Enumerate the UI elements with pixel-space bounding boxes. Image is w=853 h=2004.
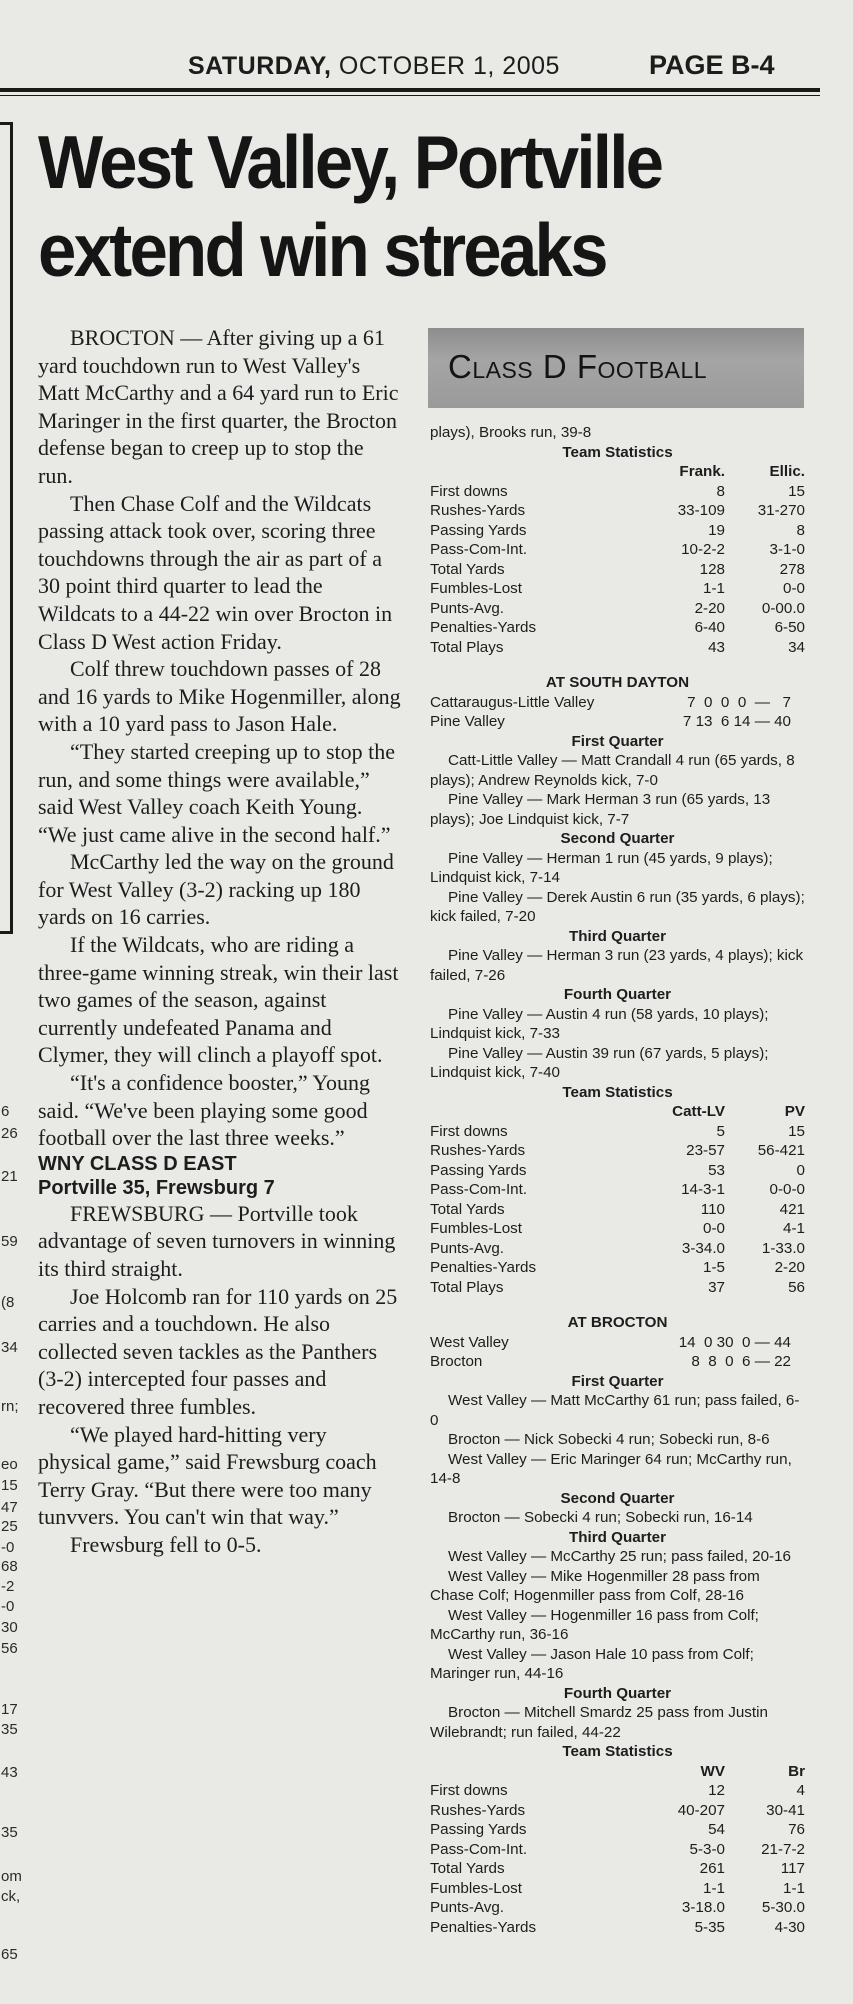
header-rule-thick: [0, 88, 820, 92]
scoring-play: Brocton — Nick Sobecki 4 run; Sobecki run, 8-6: [448, 1431, 770, 1448]
stats-row: [430, 1161, 805, 1181]
stats-row: [430, 540, 805, 560]
stat-value: 0-0: [703, 1220, 725, 1237]
stat-value: 0: [796, 1161, 805, 1179]
linescore-team: Cattaraugus-Little Valley: [430, 693, 595, 711]
stat-label: Total Plays: [430, 1278, 504, 1296]
stat-value: 2-20: [774, 1259, 805, 1276]
scoring-play: West Valley — Jason Hale 10 pass from Colf; Maringer run, 44-16: [430, 1645, 754, 1682]
linescore-scores: 14 0 30 0 — 44: [678, 1333, 791, 1351]
quarter-title: Fourth Quarter: [563, 986, 672, 1003]
article-paragraph: BROCTON — After giving up a 61 yard touchdown run to West Valley's Matt McCarthy and a 64 yard run to Eric Maringer in the first quarter, the Brocton defense began to creep up to stop the run.: [38, 325, 399, 488]
stat-value: 54: [708, 1821, 725, 1838]
stat-value: 56: [788, 1278, 805, 1296]
stat-label: Rushes-Yards: [430, 1801, 526, 1819]
stat-label: Passing Yards: [430, 521, 527, 539]
edge-fragment: 21: [1, 1168, 18, 1185]
headline-line-2: extend win streaks: [38, 208, 606, 292]
stats-row: [430, 1898, 805, 1918]
stat-value: 421: [779, 1200, 805, 1218]
stat-label: Punts-Avg.: [430, 1239, 505, 1257]
stat-value: 1-33.0: [761, 1239, 805, 1257]
stat-label: Pass-Com-Int.: [430, 541, 528, 558]
game3-box: [430, 1313, 805, 1937]
team-stats-table: [430, 1102, 805, 1297]
quarter-title: First Quarter: [571, 732, 664, 750]
stats-header-row: [430, 1762, 805, 1782]
stat-value: 76: [788, 1821, 805, 1838]
stat-value: 278: [779, 560, 805, 578]
edge-fragment: -0: [1, 1598, 15, 1615]
article-paragraph: “It's a confidence booster,” Young said. “We've been playing some good football over the last three weeks.”: [38, 1070, 371, 1151]
edge-fragment: ck,: [1, 1888, 21, 1905]
stat-value: 5: [716, 1122, 725, 1140]
stat-value: 8: [796, 521, 805, 539]
stats-row: [430, 1801, 805, 1821]
stats-header-row: [430, 462, 805, 482]
section-subhead: WNY CLASS D EAST: [38, 1152, 237, 1175]
linescore-scores: 7 13 6 14 — 40: [682, 713, 791, 730]
stat-value: 5-35: [694, 1918, 725, 1936]
linescore-row: [430, 693, 805, 713]
stats-row: [430, 521, 805, 541]
stat-value: 19: [708, 521, 725, 539]
scoring-play: Pine Valley — Herman 3 run (23 yards, 4 plays); kick failed, 7-26: [430, 947, 804, 984]
page-number: PAGE B-4: [649, 50, 775, 80]
stats-row: [430, 1258, 805, 1278]
stat-label: Rushes-Yards: [430, 502, 526, 519]
game-location: AT SOUTH DAYTON: [545, 674, 690, 691]
stats-row: [430, 1219, 805, 1239]
stats-row: [430, 501, 805, 521]
stat-value: 33-109: [677, 502, 725, 519]
linescore-row: [430, 712, 805, 732]
edge-fragment: 35: [1, 1721, 18, 1738]
stats-title: Team Statistics: [562, 1743, 673, 1760]
linescore-team: Pine Valley: [430, 713, 505, 730]
banner-title: Class D Football: [448, 348, 708, 385]
stat-label: Passing Yards: [430, 1161, 527, 1179]
edge-fragment: 43: [1, 1764, 18, 1781]
stat-label: Penalties-Yards: [430, 1259, 537, 1276]
edge-fragment: -2: [1, 1578, 15, 1595]
stat-value: 34: [788, 638, 805, 656]
edge-fragment: 56: [1, 1640, 18, 1657]
stat-value: 1-1: [703, 580, 725, 597]
adjacent-article-border: [0, 122, 13, 934]
stat-value: 23-57: [686, 1142, 725, 1159]
stats-row: [430, 560, 805, 580]
quarter-title: Second Quarter: [560, 830, 675, 847]
team-name: Br: [788, 1762, 805, 1780]
stats-row: [430, 1278, 805, 1298]
edge-fragment: eo: [1, 1456, 18, 1473]
stats-row: [430, 1859, 805, 1879]
team-stats-table: [430, 1762, 805, 1938]
stat-label: Total Yards: [430, 560, 505, 578]
linescore-row: [430, 1352, 805, 1372]
stat-value: 43: [708, 638, 725, 656]
team-name: Frank.: [679, 463, 725, 480]
stat-value: 1-1: [783, 1879, 805, 1897]
dateline: [188, 52, 560, 81]
linescore-team: Brocton: [430, 1353, 483, 1370]
stat-label: Total Plays: [430, 638, 504, 656]
stat-label: Penalties-Yards: [430, 1918, 537, 1936]
article-paragraph: Frewsburg fell to 0-5.: [70, 1531, 262, 1557]
scoring-play: Pine Valley — Herman 1 run (45 yards, 9 plays); Lindquist kick, 7-14: [430, 849, 773, 886]
edge-fragment: 17: [1, 1701, 18, 1718]
stats-row: [430, 1781, 805, 1801]
stat-label: Penalties-Yards: [430, 619, 537, 636]
stat-value: 3-18.0: [681, 1899, 725, 1916]
edge-fragment: 68: [1, 1558, 18, 1575]
linescore-table: [430, 1333, 805, 1372]
stat-label: Total Yards: [430, 1860, 505, 1877]
stat-value: 10-2-2: [681, 541, 725, 558]
quarter-title: Second Quarter: [560, 1489, 675, 1507]
stat-label: Passing Yards: [430, 1821, 527, 1838]
edge-fragment: 47: [1, 1499, 18, 1516]
linescore-row: [430, 1333, 805, 1353]
game-location: AT BROCTON: [567, 1314, 668, 1331]
linescore-scores: 7 0 0 0 — 7: [687, 693, 791, 711]
scoring-play: West Valley — Mike Hogenmiller 28 pass from Chase Colf; Hogenmiller pass from Colf, 28-16: [430, 1567, 760, 1604]
stat-value: 6-40: [694, 619, 725, 636]
edge-fragment: rn;: [1, 1398, 19, 1415]
stat-value: 30-41: [766, 1801, 805, 1819]
stat-label: Rushes-Yards: [430, 1142, 526, 1159]
team-name: Ellic.: [769, 463, 805, 480]
linescore-team: West Valley: [430, 1333, 509, 1351]
stat-label: Punts-Avg.: [430, 599, 505, 617]
edge-fragment: 25: [1, 1518, 18, 1535]
scoring-play: West Valley — McCarthy 25 run; pass failed, 20-16: [448, 1548, 791, 1565]
stat-value: 1-5: [703, 1259, 725, 1276]
stats-row: [430, 579, 805, 599]
quarter-title: Third Quarter: [568, 927, 667, 945]
stats-row: [430, 638, 805, 658]
stat-value: 5-3-0: [689, 1840, 725, 1858]
stat-label: Fumbles-Lost: [430, 1220, 523, 1237]
article-paragraph: Then Chase Colf and the Wildcats passing attack took over, scoring three touchdowns through the air as part of a 30 point third quarter to lead the Wildcats to a 44-22 win over Brocton in Class D West action Friday.: [38, 490, 393, 654]
team-name: WV: [700, 1762, 725, 1780]
scoring-play: Pine Valley — Austin 4 run (58 yards, 10 plays); Lindquist kick, 7-33: [430, 1005, 769, 1042]
stats-row: [430, 1820, 805, 1840]
quarter-title: Fourth Quarter: [563, 1684, 672, 1702]
team-name: Catt-LV: [672, 1103, 725, 1120]
game-subhead: Portville 35, Frewsburg 7: [38, 1176, 275, 1199]
stat-value: 4: [796, 1782, 805, 1799]
edge-fragment: 59: [1, 1233, 18, 1250]
stats-header-blank: [430, 1762, 625, 1782]
scoring-play: Pine Valley — Derek Austin 6 run (35 yards, 6 plays); kick failed, 7-20: [430, 888, 805, 925]
stat-label: First downs: [430, 482, 508, 500]
quarter-title: Third Quarter: [568, 1528, 667, 1546]
scoring-play: Brocton — Sobecki 4 run; Sobecki run, 16-14: [448, 1509, 753, 1526]
edge-fragment: -0: [1, 1539, 15, 1556]
stat-value: 1-1: [703, 1879, 725, 1897]
edge-fragment: 34: [1, 1339, 18, 1356]
stats-row: [430, 1200, 805, 1220]
stat-label: Fumbles-Lost: [430, 580, 523, 597]
stats-row: [430, 482, 805, 502]
stat-value: 15: [788, 1122, 805, 1140]
header-rule-thin: [0, 95, 820, 96]
stat-value: 2-20: [694, 599, 725, 617]
scoring-play: Pine Valley — Mark Herman 3 run (65 yards, 13 plays); Joe Lindquist kick, 7-7: [430, 791, 771, 828]
stat-value: 0-0-0: [769, 1181, 805, 1198]
stats-header-blank: [430, 1102, 625, 1122]
stat-value: 53: [708, 1161, 725, 1179]
quarter-title: First Quarter: [571, 1372, 664, 1390]
stat-value: 12: [708, 1782, 725, 1799]
stat-value: 6-50: [774, 619, 805, 636]
linescore-scores: 8 8 0 6 — 22: [691, 1353, 791, 1370]
edge-fragment: 65: [1, 1946, 18, 1963]
dateline-day: SATURDAY,: [188, 52, 332, 80]
edge-fragment: 15: [1, 1477, 18, 1494]
stat-value: 14-3-1: [681, 1181, 725, 1198]
team-name: PV: [784, 1103, 805, 1120]
stat-value: 261: [699, 1860, 725, 1877]
stats-row: [430, 618, 805, 638]
edge-fragment: (8: [1, 1294, 15, 1311]
stat-value: 4-1: [783, 1220, 805, 1237]
stat-value: 8: [716, 482, 725, 500]
scoring-play: Pine Valley — Austin 39 run (67 yards, 5 plays); Lindquist kick, 7-40: [430, 1044, 769, 1081]
scoring-play: West Valley — Hogenmiller 16 pass from Colf; McCarthy run, 36-16: [430, 1606, 759, 1643]
stats-title: Team Statistics: [562, 443, 673, 461]
stat-value: 31-270: [757, 502, 805, 519]
stat-value: 4-30: [774, 1918, 805, 1936]
game1-box: [430, 423, 805, 657]
edge-fragment: 30: [1, 1619, 18, 1636]
team-stats-table: [430, 462, 805, 657]
scoring-play: West Valley — Eric Maringer 64 run; McCarthy run, 14-8: [430, 1450, 792, 1487]
stats-row: [430, 1918, 805, 1938]
class-d-football-banner: [428, 328, 804, 408]
stat-label: Pass-Com-Int.: [430, 1181, 528, 1198]
stat-value: 128: [699, 560, 725, 578]
stat-label: First downs: [430, 1782, 508, 1799]
stat-value: 110: [700, 1200, 725, 1218]
dateline-date: OCTOBER 1, 2005: [338, 52, 560, 80]
edge-fragment: 6: [1, 1103, 10, 1120]
article-body: [38, 324, 402, 1559]
article-paragraph: If the Wildcats, who are riding a three-game winning streak, win their last two games of the season, against currently undefeated Panama and Clymer, they will clinch a playoff spot.: [38, 932, 399, 1068]
stats-row: [430, 1239, 805, 1259]
edge-fragment: 26: [1, 1125, 18, 1142]
stat-label: Pass-Com-Int.: [430, 1840, 528, 1858]
article-paragraph: Colf threw touchdown passes of 28 and 16 yards to Mike Hogenmiller, along with a 10 yard pass to Jason Hale.: [38, 656, 401, 737]
stats-row: [430, 599, 805, 619]
article-paragraph: McCarthy led the way on the ground for West Valley (3-2) racking up 180 yards on 16 carries.: [38, 849, 394, 930]
stats-title: Team Statistics: [562, 1083, 673, 1101]
carryover-play: plays), Brooks run, 39-8: [430, 424, 592, 441]
stat-value: 21-7-2: [761, 1840, 805, 1858]
stats-header-blank: [430, 462, 625, 482]
stats-row: [430, 1180, 805, 1200]
stats-row: [430, 1141, 805, 1161]
article-paragraph: “They started creeping up to stop the run, and some things were available,” said West Valley coach Keith Young. “We just came alive in the second half.”: [38, 738, 396, 847]
stat-value: 56-421: [757, 1142, 805, 1159]
scoring-play: Brocton — Mitchell Smardz 25 pass from Justin Wilebrandt; run failed, 44-22: [430, 1704, 768, 1741]
headline-line-1: West Valley, Portville: [38, 120, 662, 204]
stat-value: 3-34.0: [681, 1239, 725, 1257]
stats-row: [430, 1879, 805, 1899]
game2-box: [430, 673, 805, 1297]
stat-value: 5-30.0: [761, 1899, 805, 1916]
stat-value: 15: [788, 482, 805, 500]
stat-label: Total Yards: [430, 1200, 505, 1218]
scoring-play: West Valley — Matt McCarthy 61 run; pass failed, 6-0: [430, 1392, 800, 1429]
stat-value: 0-0: [783, 580, 805, 597]
stats-row: [430, 1122, 805, 1142]
stat-value: 3-1-0: [769, 541, 805, 558]
stat-label: Punts-Avg.: [430, 1899, 505, 1916]
stats-row: [430, 1840, 805, 1860]
linescore-table: [430, 693, 805, 732]
stat-value: 37: [708, 1278, 725, 1296]
edge-fragment: om: [1, 1868, 22, 1885]
stat-label: First downs: [430, 1122, 508, 1140]
stats-header-row: [430, 1102, 805, 1122]
headline: [38, 118, 765, 294]
stat-value: 0-00.0: [761, 599, 805, 617]
article-paragraph: “We played hard-hitting very physical game,” said Frewsburg coach Terry Gray. “But there were too many tunvvers. You can't win that way.”: [38, 1421, 377, 1530]
stat-value: 40-207: [677, 1801, 725, 1819]
article-paragraph: FREWSBURG — Portville took advantage of seven turnovers in winning its third straight.: [38, 1200, 396, 1281]
article-paragraph: Joe Holcomb ran for 110 yards on 25 carries and a touchdown. He also collected seven tackles as the Panthers (3-2) intercepted four passes and recovered three fumbles.: [38, 1283, 398, 1419]
stat-label: Fumbles-Lost: [430, 1879, 523, 1897]
scoring-play: Catt-Little Valley — Matt Crandall 4 run (65 yards, 8 plays); Andrew Reynolds kick, 7-0: [430, 752, 795, 789]
stat-value: 117: [780, 1860, 805, 1877]
edge-fragment: 35: [1, 1824, 18, 1841]
